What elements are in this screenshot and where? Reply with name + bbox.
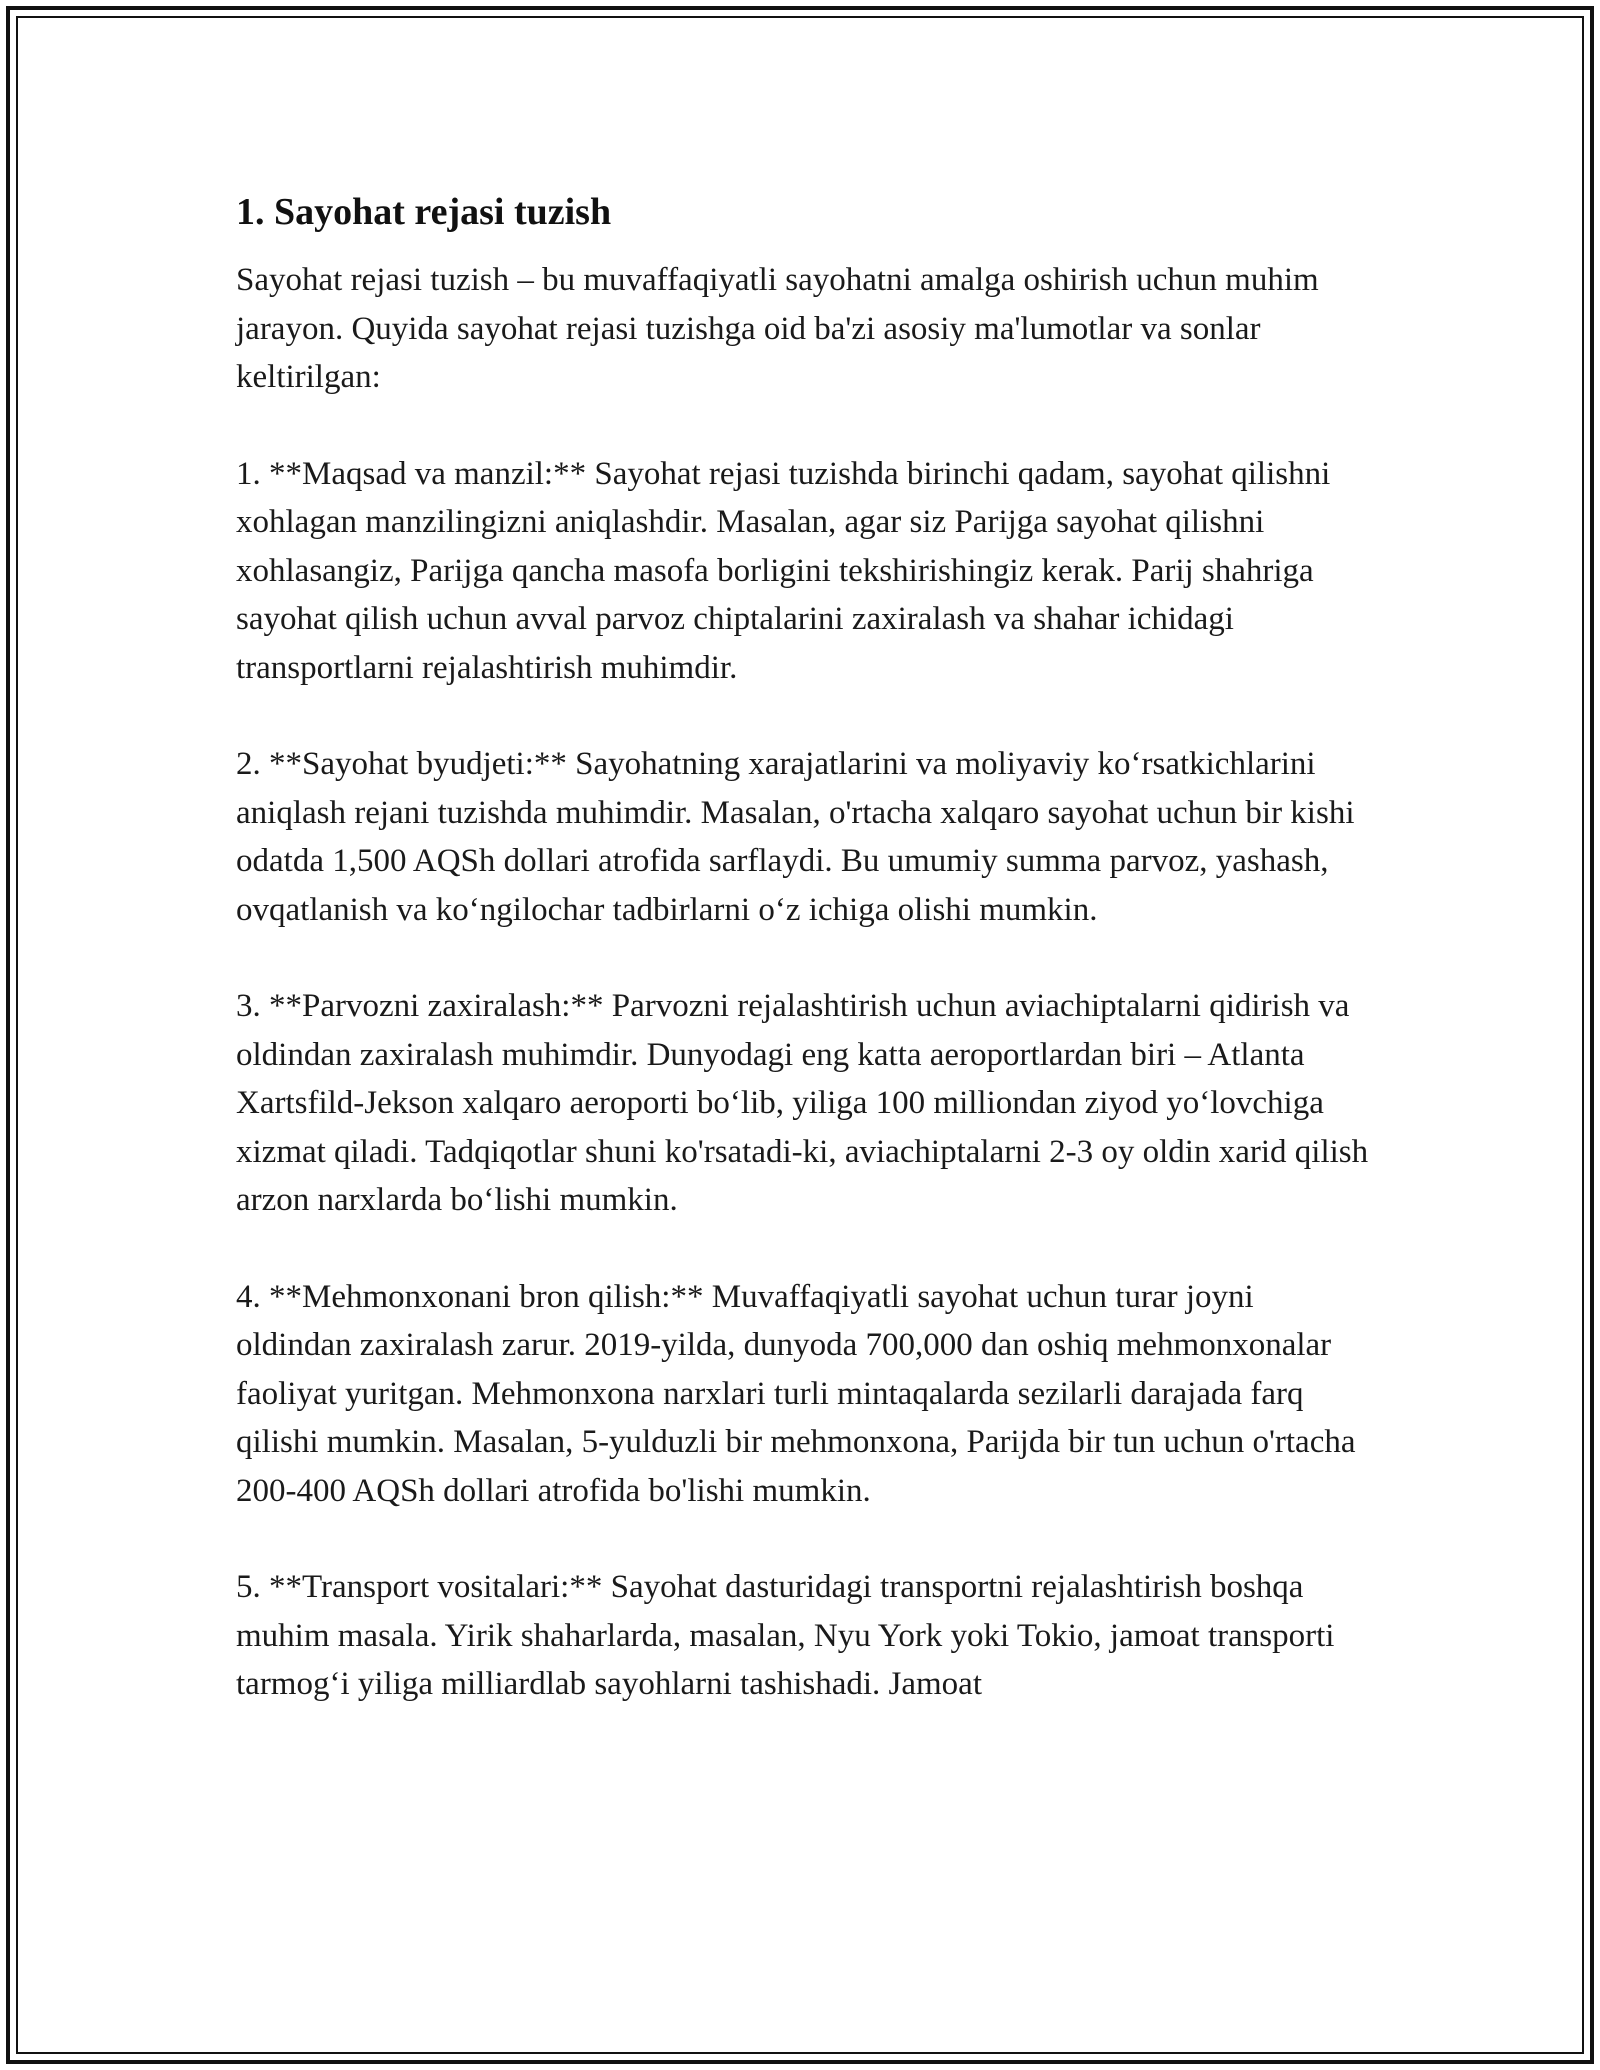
paragraph-flight: 3. **Parvozni zaxiralash:** Parvozni rejalashtirish uchun aviachiptalarni qidirish va oldindan zaxiralash muhimdir. Dunyodagi eng katta aeroportlardan biri – Atlanta Xartsfild-Jekson xalqaro aeroporti boʻlib, yiliga 100 milliondan ziyod yoʻlovchiga xizmat qiladi. Tadqiqotlar shuni ko'rsatadi-ki, aviachiptalarni 2-3 oy oldin xarid qilish arzon narxlarda boʻlishi mumkin. <box>236 988 1369 1218</box>
paragraph-destination: 1. **Maqsad va manzil:** Sayohat rejasi tuzishda birinchi qadam, sayohat qilishni xohlagan manzilingizni aniqlashdir. Masalan, agar siz Parijga sayohat qilishni xohlasangiz, Parijga qancha masofa borligini tekshirishingiz kerak. Parij shahriga sayohat qilish uchun avval parvoz chiptalarini zaxiralash va shahar ichidagi transportlarni rejalashtirish muhimdir. <box>236 455 1331 686</box>
paragraph-budget: 2. **Sayohat byudjeti:** Sayohatning xarajatlarini va moliyaviy koʻrsatkichlarini aniqlash rejani tuzishda muhimdir. Masalan, o'rtacha xalqaro sayohat uchun bir kishi odatda 1,500 AQSh dollari atrofida sarflaydi. Bu umumiy summa parvoz, yashash, ovqatlanish va koʻngilochar tadbirlarni oʻz ichiga olishi mumkin. <box>236 746 1355 928</box>
document-body <box>236 186 1376 1709</box>
paragraph-transport: 5. **Transport vositalari:** Sayohat dasturidagi transportni rejalashtirish boshqa muhim masala. Yirik shaharlarda, masalan, Nyu York yoki Tokio, jamoat transporti tarmogʻi yiliga milliardlab sayohlarni tashishadi. Jamoat <box>236 1569 1335 1702</box>
intro-paragraph: Sayohat rejasi tuzish – bu muvaffaqiyatli sayohatni amalga oshirish uchun muhim jarayon. Quyida sayohat rejasi tuzishga oid ba'zi asosiy ma'lumotlar va sonlar keltirilgan: <box>236 262 1319 395</box>
section-heading: 1. Sayohat rejasi tuzish <box>236 191 612 233</box>
paragraph-hotel: 4. **Mehmonxonani bron qilish:** Muvaffaqiyatli sayohat uchun turar joyni oldindan zaxiralash zarur. 2019-yilda, dunyoda 700,000 dan oshiq mehmonxonalar faoliyat yuritgan. Mehmonxona narxlari turli mintaqalarda sezilarli darajada farq qilishi mumkin. Masalan, 5-yulduzli bir mehmonxona, Parijda bir tun uchun o'rtacha 200-400 AQSh dollari atrofida bo'lishi mumkin. <box>236 1278 1356 1509</box>
